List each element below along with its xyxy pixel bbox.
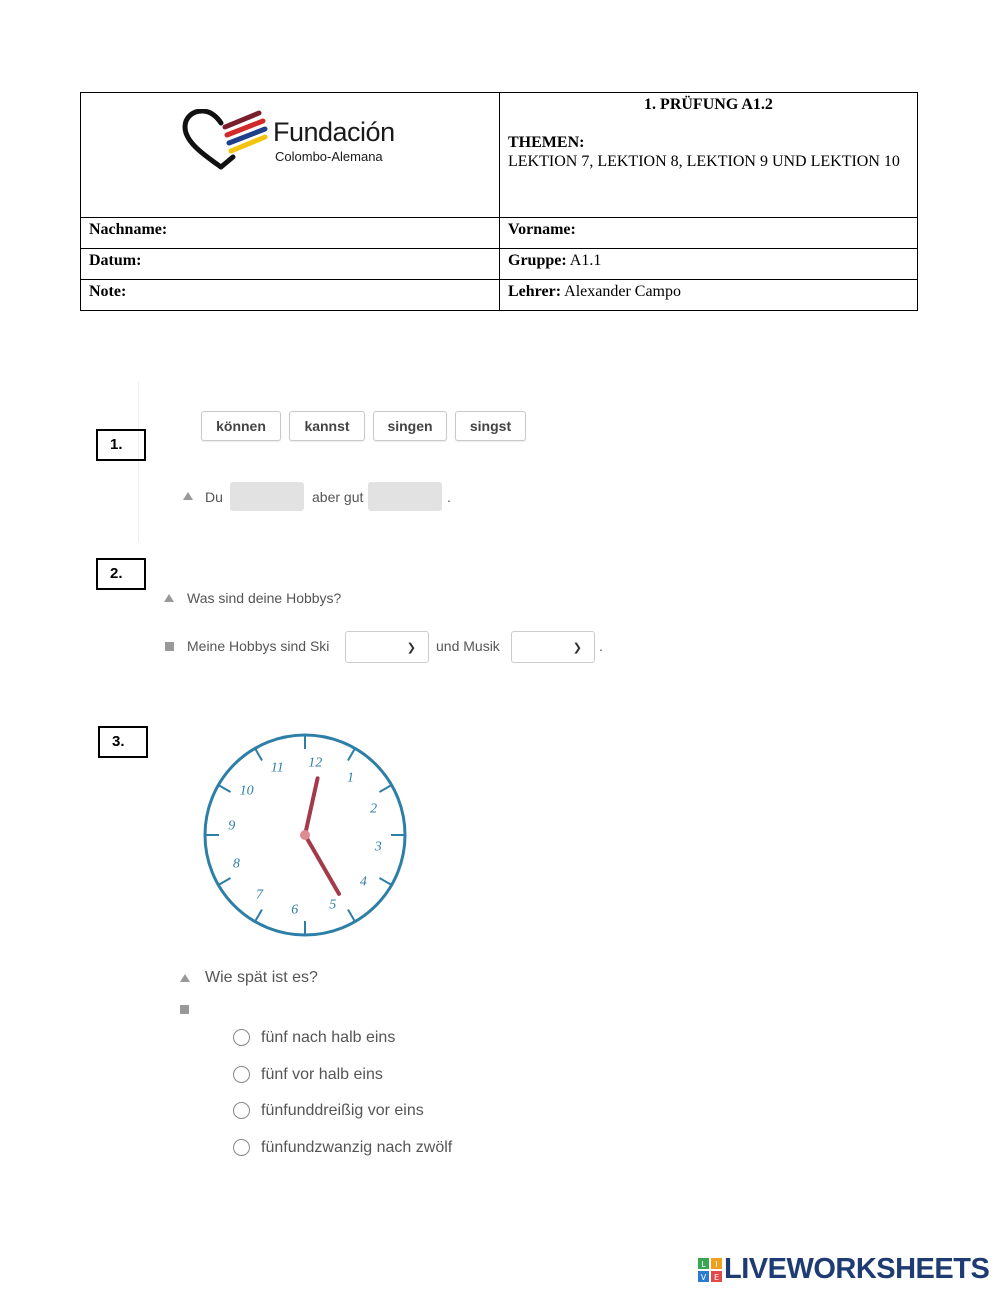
square-bullet-icon xyxy=(165,642,174,651)
lehrer-value: Alexander Campo xyxy=(564,283,681,300)
word-chip-koennen[interactable]: können xyxy=(201,411,281,441)
answer-part-2: und Musik xyxy=(436,638,500,654)
exam-title: 1. PRÜFUNG A1.2 xyxy=(644,96,773,113)
clock-number: 6 xyxy=(291,902,299,918)
option-label-2: fünf vor halb eins xyxy=(261,1066,383,1083)
chevron-down-icon: ❯ xyxy=(572,642,582,654)
radio-option-1[interactable] xyxy=(233,1029,250,1046)
badge-letter: L xyxy=(701,1260,706,1269)
word-chip-singen[interactable]: singen xyxy=(373,411,447,441)
datum-label: Datum: xyxy=(89,252,142,269)
svg-text:E: E xyxy=(713,1273,720,1282)
logo-subtitle: Colombo-Alemana xyxy=(275,149,383,164)
heart-logo-icon xyxy=(181,109,273,173)
word-chip-kannst[interactable]: kannst xyxy=(289,411,365,441)
liveworksheets-logo-icon xyxy=(698,1258,722,1282)
themen-text: LEKTION 7, LEKTION 8, LEKTION 9 UND LEKTION 10 xyxy=(508,153,900,170)
square-bullet-icon xyxy=(180,1005,189,1014)
select-dropdown-2[interactable] xyxy=(511,631,595,663)
clock-number: 12 xyxy=(308,755,323,771)
radio-option-4[interactable] xyxy=(233,1139,250,1156)
datum-cell xyxy=(81,249,500,280)
logo-name: Fundación xyxy=(273,117,395,147)
sentence-part-2: aber gut xyxy=(312,489,364,505)
drop-zone-1[interactable] xyxy=(230,482,304,511)
liveworksheets-brand: LIVEWORKSHEETS xyxy=(724,1253,990,1285)
header-table xyxy=(80,92,918,311)
lehrer-label: Lehrer: xyxy=(508,283,562,300)
radio-option-3[interactable] xyxy=(233,1102,250,1119)
note-label: Note: xyxy=(89,283,127,300)
clock-number: 7 xyxy=(255,887,263,903)
title-cell xyxy=(500,93,918,218)
question-hobbys: Was sind deine Hobbys? xyxy=(187,590,342,606)
nachname-label: Nachname: xyxy=(89,221,168,238)
clock-number: 2 xyxy=(370,801,378,817)
word-chip-singst[interactable]: singst xyxy=(455,411,526,441)
drop-zone-2[interactable] xyxy=(368,482,442,511)
exercise-1-number: 1. xyxy=(96,429,146,461)
chevron-down-icon: ❯ xyxy=(406,642,416,654)
sentence-end: . xyxy=(447,489,451,505)
clock-number: 4 xyxy=(359,874,367,890)
triangle-bullet-icon xyxy=(164,594,174,602)
svg-text:V: V xyxy=(700,1273,707,1282)
lehrer-cell xyxy=(500,280,918,311)
exercise-2-number: 2. xyxy=(96,558,146,590)
question-time: Wie spät ist es? xyxy=(205,969,318,986)
clock-number: 10 xyxy=(239,783,254,799)
option-label-4: fünfundzwanzig nach zwölf xyxy=(261,1139,453,1156)
option-label-1: fünf nach halb eins xyxy=(261,1029,396,1046)
analog-clock xyxy=(200,730,410,940)
logo-cell xyxy=(81,93,500,218)
nachname-cell xyxy=(81,218,500,249)
triangle-bullet-icon xyxy=(180,974,190,982)
exercise-3-number: 3. xyxy=(98,726,148,758)
gruppe-label: Gruppe: xyxy=(508,252,567,269)
radio-option-2[interactable] xyxy=(233,1066,250,1083)
vorname-cell xyxy=(500,218,918,249)
gruppe-value: A1.1 xyxy=(569,252,602,269)
option-label-3: fünfunddreißig vor eins xyxy=(261,1102,424,1119)
answer-end: . xyxy=(599,638,603,654)
select-dropdown-1[interactable] xyxy=(345,631,429,663)
clock-number: 8 xyxy=(232,856,240,872)
fundacion-logo xyxy=(181,109,401,173)
clock-number: 5 xyxy=(329,897,337,913)
answer-part-1: Meine Hobbys sind Ski xyxy=(187,638,330,654)
clock-number: 3 xyxy=(374,839,382,855)
divider-line xyxy=(138,382,139,542)
clock-number: 11 xyxy=(270,760,284,776)
themen-label: THEMEN: xyxy=(508,134,585,151)
vorname-label: Vorname: xyxy=(508,221,576,238)
triangle-bullet-icon xyxy=(183,492,193,500)
sentence-part-1: Du xyxy=(205,489,223,505)
clock-number: 1 xyxy=(347,770,355,786)
svg-text:I: I xyxy=(715,1260,718,1269)
clock-number: 9 xyxy=(228,818,236,834)
clock-center xyxy=(300,830,310,840)
gruppe-cell xyxy=(500,249,918,280)
note-cell xyxy=(81,280,500,311)
